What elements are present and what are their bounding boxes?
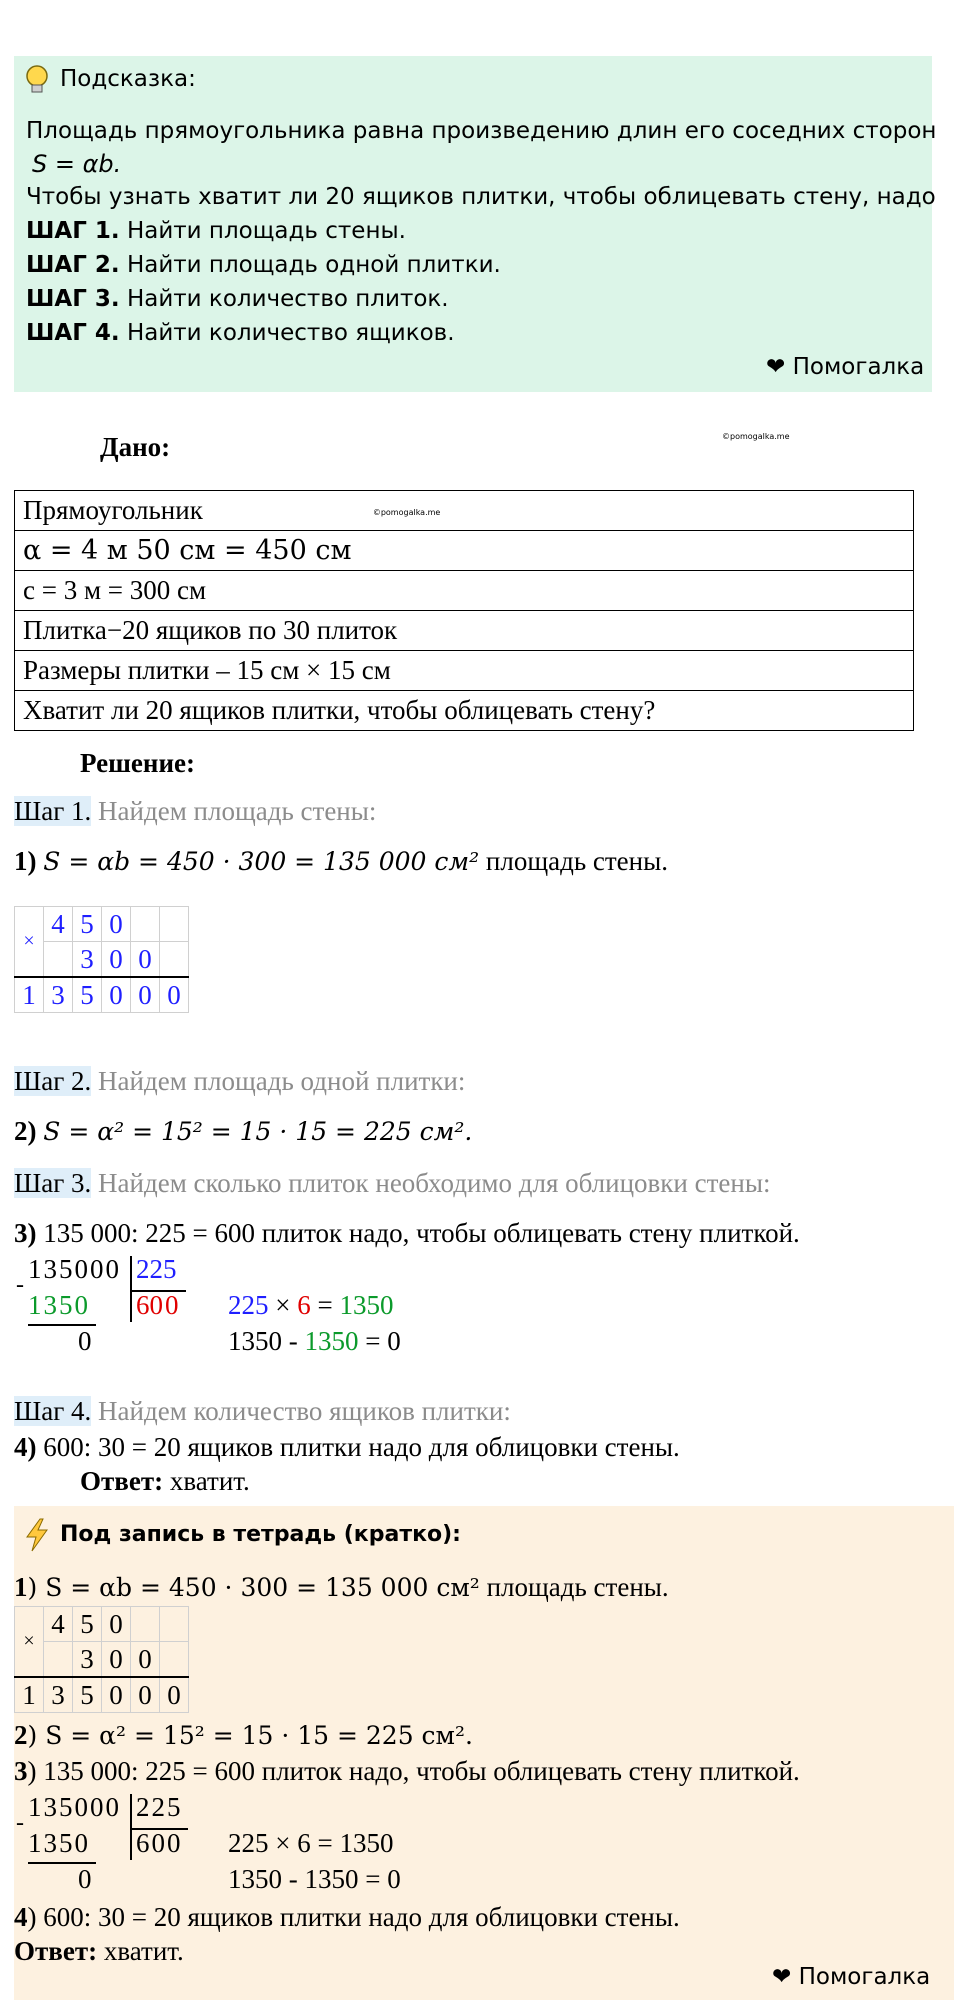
- answer: Ответ: хватит.: [80, 1466, 250, 1496]
- note-check-1: 225 × 6 = 1350: [228, 1828, 394, 1858]
- given-title: Дано:: [100, 432, 171, 462]
- given-row: Размеры плитки – 15 см × 15 см: [15, 651, 914, 691]
- check-2: 1350 - 1350 = 0: [228, 1326, 401, 1356]
- lightning-icon: [24, 1518, 50, 1552]
- hint-title: Подсказка:: [60, 66, 196, 92]
- multiplication-grid: × 4 5 0 3 0 0 1 3 5 0 0 0: [14, 906, 189, 1013]
- equation-4: 4) 600: 30 = 20 ящиков плитки надо для облицовки стены.: [14, 1432, 680, 1462]
- note-check-2: 1350 - 1350 = 0: [228, 1864, 401, 1894]
- note-equation-4: 4) 600: 30 = 20 ящиков плитки надо для облицовки стены.: [14, 1902, 680, 1932]
- notebook-summary-box: Под запись в тетрадь (кратко): 1) S = αb = 450 · 300 = 135 000 см² площадь стены. × 4 5 0 3 0 0 1 3 5 0 0 0 2) S = α² = 15² = 15 · 15 = 225 см². 3) 135 000: 225 = 600 плиток надо, чтобы облицевать стену плиткой. - 135000 225 1350 600 0 225 × 6 = 1350 1350 - 1350 = 0 4) 600: 30 = 20 ящиков плитки надо для облицовки стены. Ответ: хватит. ❤ Помогалка: [14, 1506, 954, 2000]
- hint-step-2: ШАГ 2. Найти площадь одной плитки.: [26, 252, 501, 278]
- equation-2: 2) S = α² = 15² = 15 · 15 = 225 см².: [14, 1116, 473, 1146]
- step-1-heading: Шаг 1. Найдем площадь стены:: [14, 796, 377, 826]
- lightbulb-icon: [24, 64, 50, 96]
- hint-line2: Чтобы узнать хватит ли 20 ящиков плитки, чтобы облицевать стену, надо: [26, 184, 936, 210]
- given-row: Плитка−20 ящиков по 30 плиток: [15, 611, 914, 651]
- step-2-heading: Шаг 2. Найдем площадь одной плитки:: [14, 1066, 466, 1096]
- watermark: ©pomogalka.me: [372, 508, 441, 517]
- note-multiplication-grid: × 4 5 0 3 0 0 1 3 5 0 0 0: [14, 1606, 189, 1713]
- note-answer: Ответ: хватит.: [14, 1936, 184, 1966]
- hint-box: [14, 56, 937, 392]
- hint-step-1: ШАГ 1. Найти площадь стены.: [26, 218, 406, 244]
- heart-icon: ❤: [772, 1964, 792, 1990]
- step-3-heading: Шаг 3. Найдем сколько плиток необходимо для облицовки стены:: [14, 1168, 771, 1198]
- solution-title: Решение:: [80, 748, 195, 778]
- given-table: [14, 490, 914, 731]
- given-row: α = 4 м 50 см = 450 см: [15, 531, 914, 571]
- hint-formula: S = αb.: [32, 150, 122, 178]
- hint-step-4: ШАГ 4. Найти количество ящиков.: [26, 320, 455, 346]
- note-title: Под запись в тетрадь (кратко):: [60, 1522, 461, 1547]
- note-equation-3: 3) 135 000: 225 = 600 плиток надо, чтобы облицевать стену плиткой.: [14, 1756, 800, 1786]
- given-row: с = 3 м = 300 см: [15, 571, 914, 611]
- note-equation-2: 2) S = α² = 15² = 15 · 15 = 225 см².: [14, 1720, 473, 1750]
- equation-3: 3) 135 000: 225 = 600 плиток надо, чтобы облицевать стену плиткой.: [14, 1218, 800, 1248]
- given-row: Прямоугольник ©pomogalka.me: [15, 491, 914, 531]
- hint-brand: ❤ Помогалка: [766, 354, 925, 380]
- note-equation-1: 1) S = αb = 450 · 300 = 135 000 см² площадь стены.: [14, 1572, 669, 1602]
- hint-line1: Площадь прямоугольника равна произведению длин его соседних сторон: [26, 118, 937, 144]
- given-row: Хватит ли 20 ящиков плитки, чтобы облицевать стену?: [15, 691, 914, 731]
- check-1: 225 × 6 = 1350: [228, 1290, 394, 1320]
- watermark: ©pomogalka.me: [722, 432, 790, 441]
- step-4-heading: Шаг 4. Найдем количество ящиков плитки:: [14, 1396, 511, 1426]
- note-brand: ❤ Помогалка: [772, 1964, 931, 1990]
- hint-step-3: ШАГ 3. Найти количество плиток.: [26, 286, 449, 312]
- equation-1: 1) S = αb = 450 · 300 = 135 000 см² площадь стены.: [14, 846, 668, 876]
- heart-icon: ❤: [766, 354, 786, 380]
